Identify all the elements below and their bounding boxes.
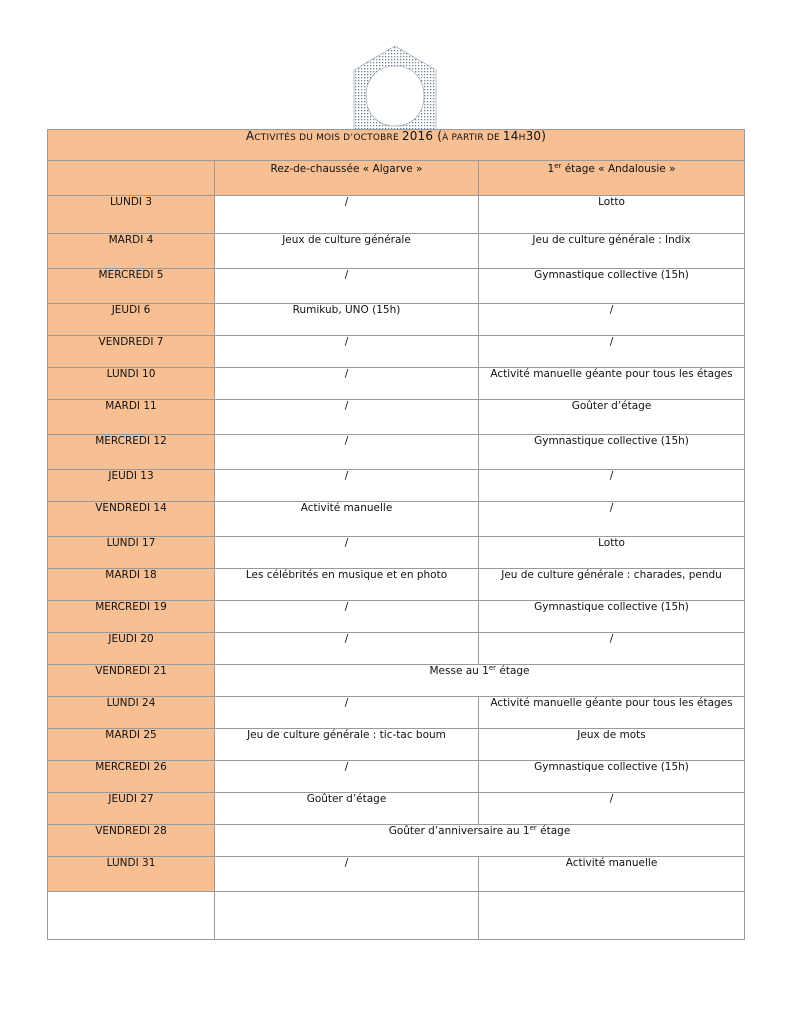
- merged-activity-text: Messe au 1: [429, 665, 489, 677]
- first-floor-activity: /: [479, 793, 745, 825]
- first-floor-activity: /: [479, 336, 745, 368]
- empty-cell: [215, 892, 479, 940]
- first-floor-activity: Gymnastique collective (15h): [479, 435, 745, 470]
- ground-floor-activity: /: [215, 697, 479, 729]
- ground-floor-activity: Rumikub, UNO (15h): [215, 304, 479, 336]
- table-title: [48, 130, 745, 161]
- merged-activity-sup: er: [529, 824, 537, 832]
- table-row: [48, 537, 745, 569]
- ground-floor-activity: /: [215, 368, 479, 400]
- day-cell: VENDREDI 21: [48, 665, 215, 697]
- first-floor-activity: /: [479, 502, 745, 537]
- ground-floor-activity: /: [215, 857, 479, 892]
- day-cell: JEUDI 27: [48, 793, 215, 825]
- first-floor-activity: Gymnastique collective (15h): [479, 601, 745, 633]
- table-row: [48, 793, 745, 825]
- table-row: [48, 470, 745, 502]
- ground-floor-activity: /: [215, 269, 479, 304]
- day-cell: LUNDI 3: [48, 196, 215, 234]
- merged-activity-text: Goûter d’anniversaire au 1: [388, 825, 530, 837]
- ground-floor-activity: Les célébrités en musique et en photo: [215, 569, 479, 601]
- table-row: [48, 234, 745, 269]
- title-text: CTIVITÉS DU MOIS D’OCTOBRE: [254, 133, 402, 143]
- day-cell: LUNDI 24: [48, 697, 215, 729]
- day-cell: JEUDI 6: [48, 304, 215, 336]
- header-floor-name: étage « Andalousie »: [561, 163, 676, 175]
- day-cell: MERCREDI 5: [48, 269, 215, 304]
- table-row: [48, 269, 745, 304]
- day-cell: MARDI 25: [48, 729, 215, 761]
- ground-floor-activity: Jeux de culture générale: [215, 234, 479, 269]
- header-ground-floor: Rez-de-chaussée « Algarve »: [215, 161, 479, 196]
- table-row: [48, 761, 745, 793]
- day-cell: LUNDI 31: [48, 857, 215, 892]
- title-initial: A: [245, 129, 255, 143]
- header-empty-cell: [48, 161, 215, 196]
- first-floor-activity: /: [479, 633, 745, 665]
- empty-row: [48, 892, 745, 940]
- title-row: [48, 130, 745, 161]
- table-row: [48, 502, 745, 537]
- table-row: [48, 196, 745, 234]
- first-floor-activity: Gymnastique collective (15h): [479, 761, 745, 793]
- table-row: [48, 825, 745, 857]
- day-cell: VENDREDI 7: [48, 336, 215, 368]
- merged-activity-cell: [215, 665, 745, 697]
- day-cell: MARDI 18: [48, 569, 215, 601]
- ground-floor-activity: Jeu de culture générale : tic-tac boum: [215, 729, 479, 761]
- column-header-row: [48, 161, 745, 196]
- table-row: [48, 368, 745, 400]
- ground-floor-activity: Activité manuelle: [215, 502, 479, 537]
- table-row: [48, 435, 745, 470]
- merged-activity-suffix: étage: [536, 825, 571, 837]
- first-floor-activity: /: [479, 304, 745, 336]
- ground-floor-activity: /: [215, 761, 479, 793]
- first-floor-activity: Activité manuelle géante pour tous les étages: [479, 697, 745, 729]
- house-outline-logo: [352, 44, 438, 132]
- day-cell: LUNDI 10: [48, 368, 215, 400]
- ground-floor-activity: /: [215, 537, 479, 569]
- first-floor-activity: Jeu de culture générale : charades, pendu: [479, 569, 745, 601]
- first-floor-activity: /: [479, 470, 745, 502]
- day-cell: MARDI 11: [48, 400, 215, 435]
- table-row: [48, 697, 745, 729]
- first-floor-activity: Jeu de culture générale : Indix: [479, 234, 745, 269]
- title-hour: 14: [502, 129, 519, 143]
- first-floor-activity: Lotto: [479, 196, 745, 234]
- day-cell: MERCREDI 19: [48, 601, 215, 633]
- first-floor-activity: Activité manuelle géante pour tous les étages: [479, 368, 745, 400]
- ground-floor-activity: /: [215, 470, 479, 502]
- title-from: À PARTIR DE: [442, 133, 503, 143]
- ground-floor-activity: /: [215, 435, 479, 470]
- first-floor-activity: Goûter d’étage: [479, 400, 745, 435]
- first-floor-activity: Activité manuelle: [479, 857, 745, 892]
- merged-activity-cell: [215, 825, 745, 857]
- title-paren-open: (: [433, 129, 443, 143]
- first-floor-activity: Jeux de mots: [479, 729, 745, 761]
- merged-activity-sup: er: [488, 664, 497, 672]
- title-paren-close: ): [541, 129, 547, 143]
- title-minutes: 30: [525, 129, 542, 143]
- ground-floor-activity: Goûter d’étage: [215, 793, 479, 825]
- ground-floor-activity: /: [215, 400, 479, 435]
- day-cell: JEUDI 20: [48, 633, 215, 665]
- day-cell: MERCREDI 12: [48, 435, 215, 470]
- day-cell: MARDI 4: [48, 234, 215, 269]
- table-row: [48, 569, 745, 601]
- day-cell: VENDREDI 28: [48, 825, 215, 857]
- header-floor-sup: er: [554, 162, 562, 170]
- first-floor-activity: Gymnastique collective (15h): [479, 269, 745, 304]
- table-row: [48, 400, 745, 435]
- empty-cell: [48, 892, 215, 940]
- title-hour-unit: H: [518, 133, 526, 143]
- day-cell: LUNDI 17: [48, 537, 215, 569]
- title-year: 2016: [401, 129, 434, 143]
- ground-floor-activity: /: [215, 196, 479, 234]
- header-first-floor: [479, 161, 745, 196]
- header-floor-number: 1: [547, 163, 555, 175]
- activities-table: [47, 129, 745, 940]
- ground-floor-activity: /: [215, 601, 479, 633]
- table-row: [48, 729, 745, 761]
- table-row: [48, 304, 745, 336]
- table-row: [48, 633, 745, 665]
- table-row: [48, 601, 745, 633]
- ground-floor-activity: /: [215, 336, 479, 368]
- first-floor-activity: Lotto: [479, 537, 745, 569]
- ground-floor-activity: /: [215, 633, 479, 665]
- merged-activity-suffix: étage: [496, 665, 530, 677]
- table-row: [48, 665, 745, 697]
- table-row: [48, 857, 745, 892]
- day-cell: MERCREDI 26: [48, 761, 215, 793]
- day-cell: JEUDI 13: [48, 470, 215, 502]
- empty-cell: [479, 892, 745, 940]
- table-row: [48, 336, 745, 368]
- day-cell: VENDREDI 14: [48, 502, 215, 537]
